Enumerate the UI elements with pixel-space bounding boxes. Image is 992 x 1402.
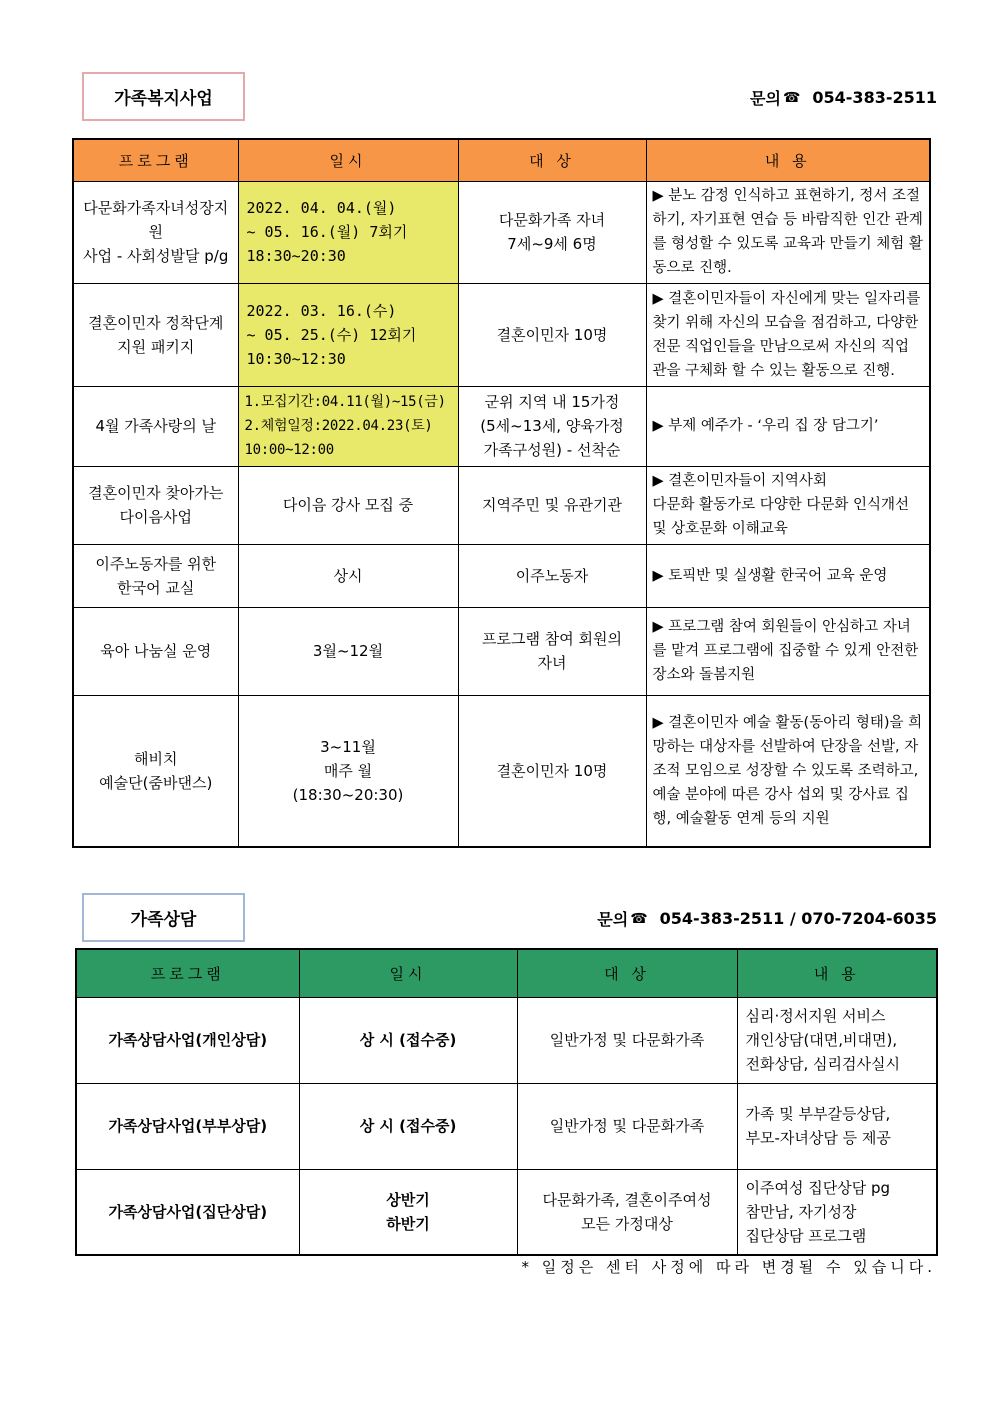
date-cell: 상반기 하반기	[299, 1169, 517, 1255]
header-date: 일시	[238, 139, 458, 181]
content-cell: 가족 및 부부갈등상담, 부모-자녀상담 등 제공	[737, 1083, 937, 1169]
date-cell: 2022. 04. 04.(월) ~ 05. 16.(월) 7회기 18:30~20:30	[238, 181, 458, 283]
section-title-family-counseling	[82, 893, 245, 942]
program-cell: 결혼이민자 정착단계 지원 패키지	[73, 283, 238, 386]
target-cell: 결혼이민자 10명	[458, 283, 646, 386]
table-row	[76, 997, 937, 1083]
date-cell: 2022. 03. 16.(수) ~ 05. 25.(수) 12회기 10:30~12:30	[238, 283, 458, 386]
date-cell: 3월~12월	[238, 607, 458, 695]
family-counseling-table	[75, 948, 938, 1256]
section-title-text: 가족상담	[130, 910, 197, 930]
header-target: 대 상	[517, 949, 737, 997]
table-row	[73, 607, 930, 695]
table-row	[76, 1083, 937, 1169]
contact-info-counseling	[597, 907, 937, 930]
program-cell: 이주노동자를 위한 한국어 교실	[73, 544, 238, 607]
table-row	[73, 181, 930, 283]
content-cell: ▶ 토픽반 및 실생활 한국어 교육 운영	[646, 544, 930, 607]
table-row	[73, 386, 930, 466]
date-cell: 3~11월 매주 월 (18:30~20:30)	[238, 695, 458, 847]
table-header-row	[73, 139, 930, 181]
table-row	[76, 1169, 937, 1255]
content-cell: ▶ 결혼이민자 예술 활동(동아리 형태)을 희망하는 대상자를 선발하여 단장을 선발, 자조적 모임으로 성장할 수 있도록 조력하고, 예술 분야에 따른 강사 섭외 및 강사료 집행, 예술활동 연계 등의 지원	[646, 695, 930, 847]
header-program: 프로그램	[76, 949, 299, 997]
content-cell: ▶ 프로그램 참여 회원들이 안심하고 자녀를 맡겨 프로그램에 집중할 수 있게 안전한 장소와 돌봄지원	[646, 607, 930, 695]
program-cell: 다문화가족자녀성장지원 사업 - 사회성발달 p/g	[73, 181, 238, 283]
section-title-family-welfare	[82, 72, 245, 121]
family-welfare-table	[72, 138, 931, 848]
content-cell: ▶ 결혼이민자들이 자신에게 맞는 일자리를 찾기 위해 자신의 모습을 점검하고, 다양한 전문 직업인들을 만남으로써 자신의 직업관을 구체화 할 수 있는 활동으로 진행.	[646, 283, 930, 386]
table-row	[73, 283, 930, 386]
content-cell: ▶ 결혼이민자들이 지역사회 다문화 활동가로 다양한 다문화 인식개선 및 상호문화 이해교육	[646, 466, 930, 544]
program-cell: 가족상담사업(부부상담)	[76, 1083, 299, 1169]
date-cell: 상시	[238, 544, 458, 607]
target-cell: 다문화가족, 결혼이주여성 모든 가정대상	[517, 1169, 737, 1255]
content-cell: ▶ 부제 예주가 - ‘우리 집 장 담그기’	[646, 386, 930, 466]
table-row	[73, 466, 930, 544]
table-header-row	[76, 949, 937, 997]
content-cell: 심리·정서지원 서비스 개인상담(대면,비대면), 전화상담, 심리검사실시	[737, 997, 937, 1083]
program-cell: 결혼이민자 찾아가는 다이음사업	[73, 466, 238, 544]
date-cell: 상 시 (접수중)	[299, 997, 517, 1083]
contact-label: 문의	[597, 910, 629, 929]
telephone-icon: ☎	[782, 89, 801, 106]
contact-label: 문의	[750, 89, 781, 108]
header-content: 내 용	[737, 949, 937, 997]
content-cell: 이주여성 집단상담 pg 참만남, 자기성장 집단상담 프로그램	[737, 1169, 937, 1255]
header-program: 프로그램	[73, 139, 238, 181]
target-cell: 일반가정 및 다문화가족	[517, 997, 737, 1083]
table-row	[73, 544, 930, 607]
date-cell: 다이음 강사 모집 중	[238, 466, 458, 544]
section-title-text: 가족복지사업	[114, 89, 213, 109]
target-cell: 다문화가족 자녀 7세~9세 6명	[458, 181, 646, 283]
target-cell: 일반가정 및 다문화가족	[517, 1083, 737, 1169]
header-content: 내 용	[646, 139, 930, 181]
program-cell: 해비치 예술단(줌바댄스)	[73, 695, 238, 847]
header-date: 일시	[299, 949, 517, 997]
target-cell: 결혼이민자 10명	[458, 695, 646, 847]
target-cell: 지역주민 및 유관기관	[458, 466, 646, 544]
target-cell: 군위 지역 내 15가정 (5세~13세, 양육가정 가족구성원) - 선착순	[458, 386, 646, 466]
date-cell: 상 시 (접수중)	[299, 1083, 517, 1169]
content-cell: ▶ 분노 감정 인식하고 표현하기, 정서 조절하기, 자기표현 연습 등 바람직한 인간 관계를 형성할 수 있도록 교육과 만들기 체험 활동으로 진행.	[646, 181, 930, 283]
program-cell: 4월 가족사랑의 날	[73, 386, 238, 466]
contact-number: 054-383-2511 / 070-7204-6035	[659, 909, 937, 928]
table-row	[73, 695, 930, 847]
target-cell: 프로그램 참여 회원의 자녀	[458, 607, 646, 695]
program-cell: 육아 나눔실 운영	[73, 607, 238, 695]
program-cell: 가족상담사업(집단상담)	[76, 1169, 299, 1255]
contact-number: 054-383-2511	[812, 88, 937, 107]
telephone-icon: ☎	[630, 910, 648, 927]
program-cell: 가족상담사업(개인상담)	[76, 997, 299, 1083]
schedule-change-note: * 일정은 센터 사정에 따라 변경될 수 있습니다.	[521, 1258, 936, 1276]
contact-info-welfare	[750, 86, 937, 109]
date-cell: 1.모집기간:04.11(월)~15(금) 2.체험일정:2022.04.23(토) 10:00~12:00	[238, 386, 458, 466]
target-cell: 이주노동자	[458, 544, 646, 607]
header-target: 대 상	[458, 139, 646, 181]
